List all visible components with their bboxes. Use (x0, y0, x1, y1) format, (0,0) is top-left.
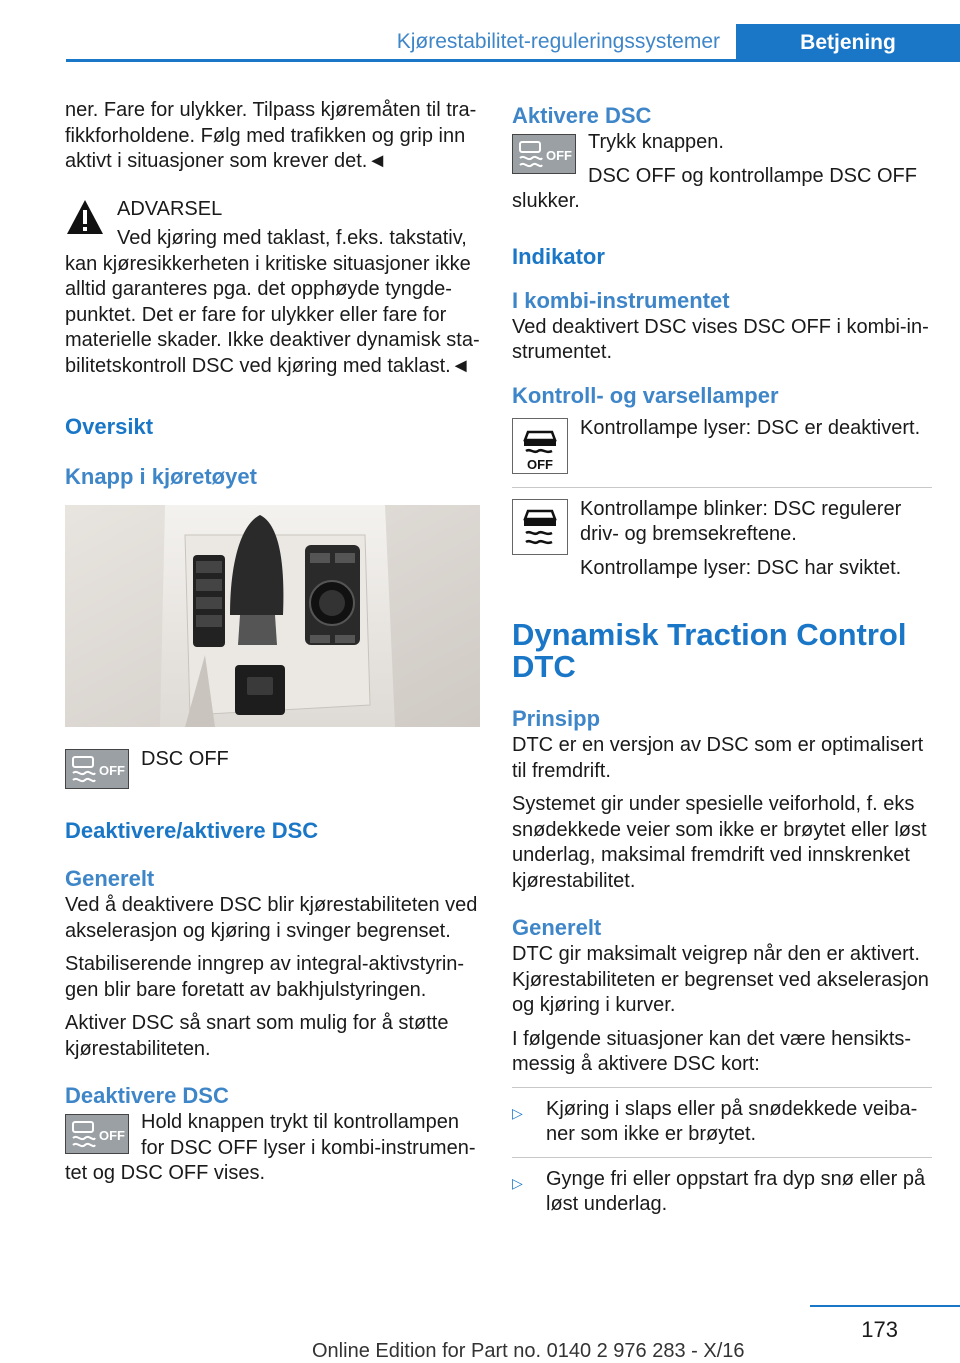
footer-rule (810, 1305, 960, 1307)
general-paragraph-1: Ved å deaktivere DSC blir kjørestabiliteten ved akselerasjon og kjøring i svinger begrenset. (65, 894, 478, 942)
indicator-heading: Indikator (512, 243, 605, 269)
warning-title: ADVARSEL (117, 197, 223, 220)
activate-block (512, 130, 932, 215)
overview-heading: Oversikt (65, 414, 154, 439)
triangle-bullet-icon: ▷ (512, 1174, 523, 1191)
center-console-photo (65, 505, 480, 727)
lamp-off-label: OFF (527, 456, 553, 472)
header-rule (66, 59, 960, 62)
lamp-2-text-1: Kontrollampe blinker: DSC regulerer driv- og bremsekreftene. (580, 497, 902, 545)
activate-paragraph-1: Trykk knappen. (588, 131, 724, 153)
instrument-cluster-text: Ved deaktivert DSC vises DSC OFF i kombi-in‐strumentet. (512, 315, 929, 363)
bullet-divider-top (512, 1087, 932, 1088)
right-column (512, 102, 932, 1218)
deactivate-dsc-heading: Deaktivere DSC (65, 1083, 229, 1108)
bullet-item (512, 1097, 932, 1148)
bullet-text: Kjøring i slaps eller på snødekkede veiba‐ner som ikke er brøytet. (546, 1097, 918, 1145)
triangle-bullet-icon: ▷ (512, 1104, 523, 1121)
principle-paragraph-1: DTC er en versjon av DSC som er optimalisert til fremdrift. (512, 734, 924, 782)
dsc-off-lamp-icon (512, 418, 568, 474)
lamp-divider (512, 487, 932, 488)
lamp-row-2 (512, 497, 932, 582)
edition-note: Online Edition for Part no. 0140 2 976 283 - X/16 (312, 1340, 745, 1362)
header-section-title: Kjørestabilitet-reguleringssystemer (396, 30, 720, 53)
deactivate-activate-heading: Deaktivere/aktivere DSC (65, 818, 319, 843)
principle-paragraph-2: Systemet gir under spesielle veiforhold, f. eks snødekkede veier som ikke er brøytet eller løst underlag, maksimal fremdrift ved innskrenket kjørestabilitet. (512, 793, 927, 892)
warning-triangle-icon (65, 197, 105, 237)
dsc-off-icon-label: OFF (99, 1128, 125, 1143)
dsc-off-button-icon (512, 134, 576, 174)
bullet-text: Gynge fri eller oppstart fra dyp snø eller på løst underlag. (546, 1167, 926, 1215)
deactivate-text: Hold knappen trykt til kontrollampen for DSC OFF lyser i kombi-instrumen‐tet og DSC OFF vises. (65, 1111, 476, 1184)
bullet-item (512, 1167, 932, 1218)
principle-heading: Prinsipp (512, 706, 601, 731)
dtc-chapter-heading: Dynamisk Traction Control DTC (512, 617, 907, 684)
dsc-off-button-icon (65, 749, 129, 789)
general-heading: Generelt (65, 866, 155, 891)
dsc-off-icon-label: OFF (546, 148, 572, 163)
left-column (65, 98, 480, 1187)
lamp-2-text-2: Kontrollampe lyser: DSC har sviktet. (580, 556, 902, 579)
warning-text: Ved kjøring med taklast, f.eks. takstativ, kan kjøresikkerheten i kritiske situasjoner ikke alltid garanteres pga. det opphøyde tyngde‐punktet. Det er fare for ulykker eller fare for materielle skader. Ikke deaktiver dynamisk sta‐bilitetskontroll DSC ved kjøring med taklast.◄ (65, 227, 480, 377)
general-paragraph-2: Stabiliserende inngrep av integral-aktivstyrin‐gen blir bare foretatt av bakhjulstyringen. (65, 953, 465, 1001)
general-paragraph-3: Aktiver DSC så snart som mulig for å støtte kjørestabiliteten. (65, 1012, 449, 1060)
intro-paragraph: ner. Fare for ulykker. Tilpass kjøremåten til tra‐fikkforholdene. Følg med trafikken og grip inn aktivt i situasjoner som krever det.◄ (65, 99, 477, 172)
dsc-off-icon-label: OFF (99, 763, 125, 778)
warning-block (65, 197, 480, 380)
instrument-cluster-heading: I kombi-instrumentet (512, 287, 730, 313)
lamp-1-text: Kontrollampe lyser: DSC er deaktivert. (580, 416, 921, 439)
bullet-divider (512, 1157, 932, 1158)
activate-dsc-heading: Aktivere DSC (512, 103, 652, 128)
dsc-off-button-icon (65, 1114, 129, 1154)
indicator-lamps-heading: Kontroll- og varsellamper (512, 382, 779, 408)
page-header (66, 24, 960, 62)
activate-paragraph-2: DSC OFF og kontrollampe DSC OFF slukker. (512, 164, 917, 212)
button-in-vehicle-heading: Knapp i kjøretøyet (65, 464, 257, 489)
dtc-general-heading: Generelt (512, 915, 602, 940)
lamp-row-1 (512, 416, 932, 478)
page-number: 173 (861, 1317, 898, 1342)
dsc-off-caption: DSC OFF (141, 748, 229, 770)
deactivate-block (65, 1110, 480, 1187)
dsc-lamp-icon (512, 499, 568, 555)
dtc-general-paragraph-2: I følgende situasjoner kan det være hensikts‐messig å aktivere DSC kort: (512, 1027, 912, 1075)
dtc-general-paragraph-1: DTC gir maksimalt veigrep når den er aktivert. Kjørestabiliteten er begrenset ved akselerasjon og kjøring i kurver. (512, 943, 929, 1016)
header-chapter-tab: Betjening (736, 24, 960, 62)
dsc-off-button-caption-block (65, 745, 480, 793)
